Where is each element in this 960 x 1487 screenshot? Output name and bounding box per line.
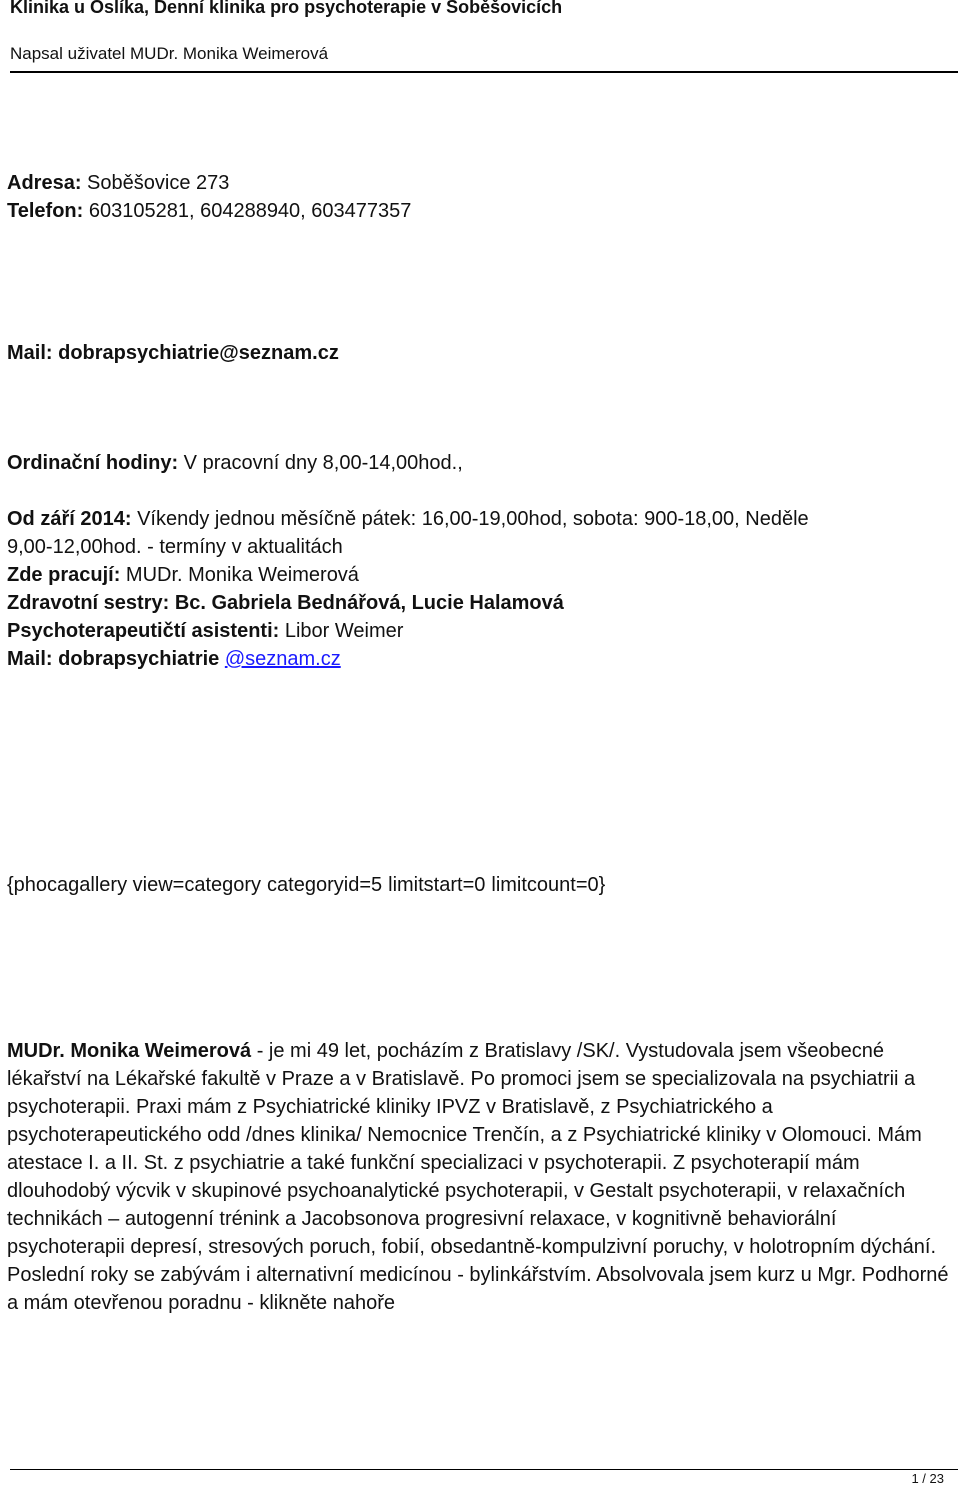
- mail-label: Mail: dobrapsychiatrie@seznam.cz: [7, 342, 339, 364]
- september-line: [7, 505, 809, 533]
- gallery-code-part4: limitcount=0}: [491, 874, 606, 896]
- address-label: Adresa:: [7, 172, 82, 194]
- nurses-label: Zdravotní sestry: Bc. Gabriela Bednářová, Lucie Halamová: [7, 592, 564, 614]
- gallery-code-part1: {phocagallery view=category: [7, 874, 262, 896]
- september-label: Od září 2014:: [7, 508, 132, 530]
- gallery-code-part3: limitstart=0: [388, 874, 486, 896]
- phone-value: 603105281, 604288940, 603477357: [83, 200, 412, 222]
- gallery-code: [7, 871, 605, 899]
- header-divider: [10, 71, 958, 73]
- staff-value: MUDr. Monika Weimerová: [120, 564, 359, 586]
- bio-paragraph: [7, 1037, 957, 1317]
- mail-line-2: [7, 645, 341, 673]
- address-value: Soběšovice 273: [81, 172, 230, 194]
- mail-line: [7, 339, 339, 367]
- bio-name: MUDr. Monika Weimerová: [7, 1040, 252, 1062]
- hours-line: [7, 449, 463, 477]
- gallery-code-part2: categoryid=5: [267, 874, 383, 896]
- assistants-value: Libor Weimer: [279, 620, 404, 642]
- staff-line: [7, 561, 359, 589]
- assistants-label: Psychoterapeutičtí asistenti:: [7, 620, 280, 642]
- september-value: Víkendy jednou měsíčně pátek: 16,00-19,00hod, sobota: 900-18,00, Neděle: [131, 508, 809, 530]
- footer-divider: [10, 1469, 958, 1470]
- bio-text: - je mi 49 let, pocházím z Bratislavy /SK/. Vystudovala jsem všeobecné lékařství na Lékařské fakultě v Praze a v Bratislavě. Po promoci jsem se specializovala na psychiatrii a psychoterapii. Praxi mám z Psychiatrické kliniky IPVZ v Bratislavě, z Psychiatrického a psychoterapeutického odd /dnes klinika/ Nemocnice Trenčín, a z Psychiatrické kliniky v Olomouci. Mám atestace I. a II. St. z psychiatrie a také funkční specializaci v psychoterapii. Z psychoterapií mám dlouhodobý výcvik v skupinové psychoanalytické psychoterapii, v Gestalt psychoterapii, v relaxačních technikách – autogenní trénink a Jacobsonova progresivní relaxace, v kognitivně behaviorální psychoterapii depresí, stresových poruch, fobií, obsedantně-kompulzivní poruchy, v holotropním dýchání. Poslední roky se zabývám i alternativní medicínou - bylinkářstvím. Absolvovala jsem kurz u Mgr. Podhorné a mám otevřenou poradnu - klikněte nahoře: [7, 1040, 949, 1314]
- staff-label: Zde pracují:: [7, 564, 121, 586]
- phone-line: [7, 197, 411, 225]
- address-line: [7, 169, 229, 197]
- page-number: 1 / 23: [911, 1471, 944, 1486]
- september-value-2: 9,00-12,00hod. - termíny v aktualitách: [7, 536, 343, 558]
- assistants-line: [7, 617, 403, 645]
- nurses-line: [7, 589, 564, 617]
- mail2-label: Mail: dobrapsychiatrie: [7, 648, 220, 670]
- phone-label: Telefon:: [7, 200, 84, 222]
- author-byline: Napsal uživatel MUDr. Monika Weimerová: [10, 44, 329, 63]
- seznam-link[interactable]: @seznam.cz: [224, 648, 341, 670]
- hours-value: V pracovní dny 8,00-14,00hod.,: [178, 452, 463, 474]
- page-title: Klinika u Oslíka, Denní klinika pro psychoterapie v Soběšovicích: [10, 0, 563, 17]
- hours-label: Ordinační hodiny:: [7, 452, 179, 474]
- september-line-2: [7, 533, 343, 561]
